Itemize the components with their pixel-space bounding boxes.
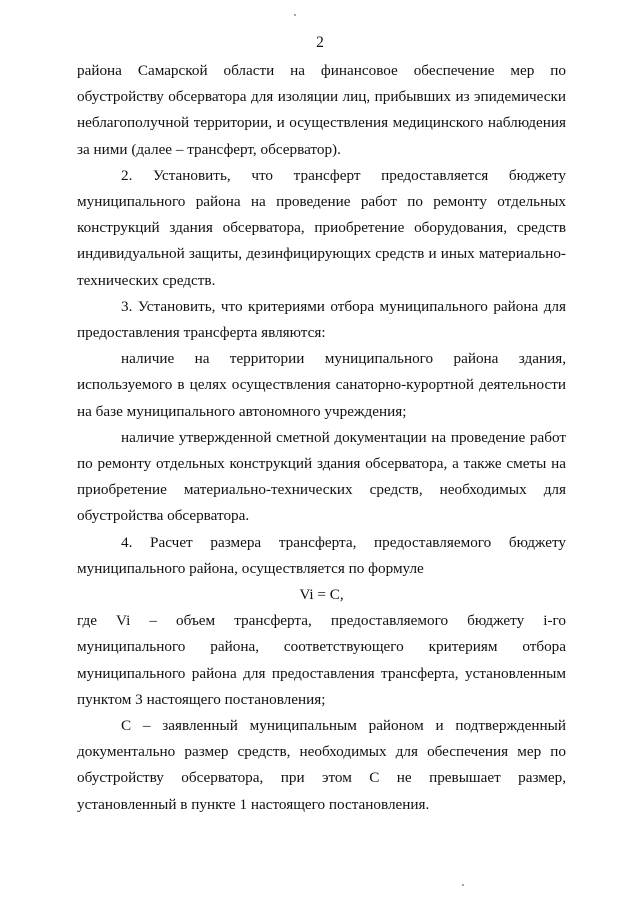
- paragraph-item-4: 4. Расчет размера трансферта, предоставляемого бюджету муниципального района, осуществляется по формуле: [77, 533, 566, 577]
- criterion-building: наличие на территории муниципального района здания, используемого в целях осуществления санаторно-курортной деятельности на базе муниципального автономного учреждения;: [77, 350, 566, 420]
- scan-speck: [462, 884, 464, 886]
- scan-speck: [294, 14, 296, 16]
- formula: Vi = C,: [299, 586, 344, 604]
- formula-definition-c: C – заявленный муниципальным районом и подтвержденный документально размер средств, необходимых для обеспечения мер по обустройству обсерватора, при этом C не превышает размер, установленный в пункте 1 настоящего постановления.: [77, 717, 566, 813]
- paragraph-item-2: 2. Установить, что трансферт предоставляется бюджету муниципального района на проведение работ по ремонту отдельных конструкций здания обсерватора, приобретение оборудования, средств индивидуальной защиты, дезинфицирующих средств и иных материально-технических средств.: [77, 166, 566, 289]
- paragraph-item-3: 3. Установить, что критериями отбора муниципального района для предоставления трансферта являются:: [77, 297, 566, 342]
- page-number: 2: [316, 34, 324, 51]
- document-body: [77, 58, 566, 818]
- paragraph-continuation: района Самарской области на финансовое обеспечение мер по обустройству обсерватора для изоляции лиц, прибывших из эпидемически неблагополучной территории, и осуществления медицинского наблюдения за ними (далее – трансферт, обсерватор).: [77, 62, 566, 158]
- criterion-estimate: наличие утвержденной сметной документации на проведение работ по ремонту отдельных конструкций здания обсерватора, а также сметы на приобретение материально-технических средств, необходимых для обустройства обсерватора.: [77, 428, 566, 525]
- formula-definition-vi: где Vi – объем трансферта, предоставляемого бюджету i-го муниципального района, соответствующего критериям отбора муниципального района для предоставления трансферта, установленным пунктом 3 настоящего постановления;: [77, 612, 566, 708]
